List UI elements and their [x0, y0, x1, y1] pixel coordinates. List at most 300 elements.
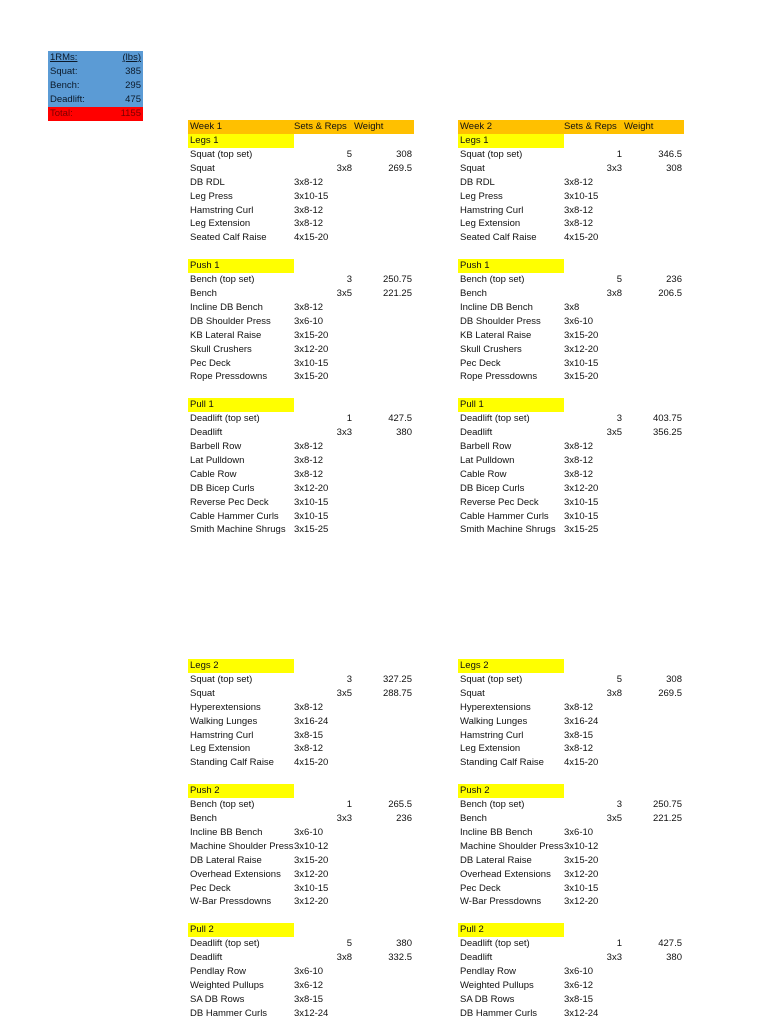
rm-value: 475: [125, 94, 141, 105]
section-title: Pull 2: [458, 923, 564, 937]
exercise-row: [188, 826, 414, 840]
exercise-row: [458, 287, 684, 301]
weight-cell: 236: [396, 813, 412, 825]
sets-reps-cell: 3: [616, 799, 622, 811]
week-1-day-2-block: [188, 659, 414, 1035]
exercise-row: [188, 523, 414, 537]
sets-reps-cell: 3x15-20: [564, 371, 599, 383]
weight-cell: [354, 523, 412, 537]
sets-reps-cell: 3x8-12: [294, 218, 324, 230]
sets-reps-cell: 3x8: [606, 687, 622, 699]
weight-cell: [354, 882, 412, 896]
exercise-row: [188, 729, 414, 743]
section-title: Push 2: [188, 784, 294, 798]
weight-cell: [354, 176, 412, 190]
sets-reps-cell: 3x3: [606, 952, 622, 964]
sets-reps-cell: 3x15-25: [294, 524, 329, 536]
exercise-row: [458, 826, 684, 840]
weight-cell: 380: [396, 427, 412, 439]
sets-reps-cell: 3x12-20: [294, 343, 329, 355]
weight-cell: [624, 315, 682, 329]
weight-cell: 221.25: [652, 813, 682, 825]
sets-reps-cell: 3x15-20: [294, 371, 329, 383]
weight-cell: [354, 329, 412, 343]
sets-reps-cell: 5: [616, 274, 622, 286]
sets-reps-cell: 3x8-12: [564, 441, 594, 453]
exercise-row: [188, 812, 414, 826]
exercise-row: [188, 482, 414, 496]
exercise-name: Squat (top set): [460, 149, 523, 160]
sets-reps-cell: 3x8-12: [564, 176, 594, 188]
exercise-row: [188, 951, 414, 965]
exercise-row: [188, 231, 414, 245]
sets-reps-cell: 3x16-24: [294, 715, 329, 727]
exercise-name: Hamstring Curl: [460, 729, 524, 741]
weight-cell: [624, 715, 682, 729]
weight-header: Weight: [624, 121, 654, 132]
exercise-row: [188, 426, 414, 440]
weight-cell: 269.5: [388, 162, 412, 174]
exercise-row: [188, 742, 414, 756]
sets-reps-cell: 3x10-12: [564, 840, 599, 852]
weight-cell: [354, 715, 412, 729]
sets-reps-cell: 3x6-10: [564, 827, 594, 839]
sets-reps-cell: 5: [346, 149, 352, 160]
weight-cell: [624, 301, 682, 315]
workout-section: [188, 659, 414, 770]
sets-reps-cell: 4x15-20: [294, 232, 329, 244]
sets-reps-cell: 3x12-20: [564, 868, 599, 880]
exercise-name: Seated Calf Raise: [190, 232, 267, 244]
exercise-name: Pendlay Row: [460, 966, 516, 978]
exercise-row: [458, 701, 684, 715]
exercise-row: [188, 204, 414, 218]
weight-cell: [354, 1007, 412, 1021]
exercise-name: Squat: [460, 162, 485, 174]
sets-reps-cell: 3x5: [336, 687, 352, 699]
weight-cell: 250.75: [652, 799, 682, 811]
weight-cell: [354, 868, 412, 882]
sets-reps-cell: 3x6-12: [564, 980, 594, 992]
exercise-name: Leg Extension: [190, 743, 251, 755]
exercise-name: Standing Calf Raise: [460, 757, 544, 769]
exercise-row: [188, 882, 414, 896]
exercise-row: [458, 231, 684, 245]
sets-reps-cell: 3x6-10: [294, 966, 324, 978]
section-title: Pull 1: [188, 398, 294, 412]
exercise-name: Smith Machine Shrugs: [460, 524, 556, 536]
exercise-row: [458, 412, 684, 426]
exercise-row: [458, 510, 684, 524]
exercise-name: Squat: [190, 162, 215, 174]
exercise-name: DB Shoulder Press: [460, 315, 541, 327]
exercise-row: [188, 273, 414, 287]
weight-cell: [624, 729, 682, 743]
exercise-name: Rope Pressdowns: [460, 371, 538, 383]
exercise-name: SA DB Rows: [190, 993, 245, 1005]
sets-reps-cell: 3x5: [336, 288, 352, 300]
workout-section: [458, 398, 684, 537]
week-label: Week 1: [190, 121, 223, 132]
exercise-name: DB Bicep Curls: [190, 482, 255, 494]
exercise-name: Machine Shoulder Press: [190, 840, 294, 852]
exercise-name: Pec Deck: [190, 357, 231, 369]
weight-cell: [624, 454, 682, 468]
weight-cell: [354, 301, 412, 315]
exercise-row: [458, 840, 684, 854]
sets-reps-cell: 3x10-15: [294, 357, 329, 369]
rm-value: 295: [125, 80, 141, 91]
sets-reps-cell: 3x10-15: [564, 882, 599, 894]
weight-cell: 346.5: [658, 149, 682, 160]
sets-reps-cell: 3x12-24: [564, 1007, 599, 1019]
workout-section: [188, 784, 414, 909]
sets-reps-cell: 4x15-20: [564, 757, 599, 769]
section-title: Legs 2: [188, 659, 294, 673]
week-header-row: [458, 120, 684, 134]
section-title: Push 1: [458, 259, 564, 273]
exercise-row: [458, 756, 684, 770]
sets-reps-cell: 3x8-12: [564, 701, 594, 713]
exercise-row: [458, 343, 684, 357]
exercise-row: [188, 176, 414, 190]
sets-reps-cell: 3x8-12: [294, 204, 324, 216]
sets-reps-cell: 3x12-20: [294, 482, 329, 494]
exercise-row: [188, 965, 414, 979]
weight-cell: 308: [396, 149, 412, 160]
exercise-row: [188, 937, 414, 951]
weight-cell: 308: [666, 162, 682, 174]
exercise-row: [458, 162, 684, 176]
sets-reps-cell: 3x10-15: [294, 510, 329, 522]
rm-row-squat: [48, 65, 143, 79]
exercise-name: Squat (top set): [460, 674, 523, 685]
exercise-name: DB Hammer Curls: [460, 1007, 538, 1019]
exercise-name: DB Bicep Curls: [460, 482, 525, 494]
weight-cell: [624, 993, 682, 1007]
weight-cell: [354, 510, 412, 524]
exercise-name: DB RDL: [460, 176, 495, 188]
exercise-name: Incline DB Bench: [190, 302, 263, 314]
exercise-row: [458, 496, 684, 510]
exercise-row: [188, 301, 414, 315]
exercise-row: [188, 840, 414, 854]
sets-reps-cell: 3x8-12: [294, 176, 324, 188]
weight-cell: [354, 965, 412, 979]
sets-reps-cell: 3: [346, 274, 352, 286]
exercise-name: Walking Lunges: [190, 715, 258, 727]
weight-cell: [354, 315, 412, 329]
exercise-row: [188, 993, 414, 1007]
weight-cell: [624, 868, 682, 882]
exercise-name: W-Bar Pressdowns: [460, 896, 542, 908]
exercise-name: Bench (top set): [190, 799, 255, 811]
weight-cell: [354, 468, 412, 482]
exercise-row: [188, 673, 414, 687]
sets-reps-cell: 3x8: [606, 288, 622, 300]
exercise-name: Barbell Row: [460, 441, 512, 453]
exercise-name: Leg Extension: [460, 743, 521, 755]
exercise-row: [458, 812, 684, 826]
exercise-row: [458, 454, 684, 468]
weight-cell: 308: [666, 674, 682, 685]
section-title: Push 1: [188, 259, 294, 273]
exercise-row: [188, 357, 414, 371]
sets-reps-cell: 3x8-12: [564, 743, 594, 755]
exercise-name: Bench: [460, 813, 487, 825]
sets-reps-cell: 3x12-20: [564, 482, 599, 494]
exercise-name: Deadlift: [460, 427, 493, 439]
exercise-name: Pec Deck: [190, 882, 231, 894]
weight-cell: 332.5: [388, 952, 412, 964]
sets-reps-cell: 3x15-20: [564, 854, 599, 866]
weight-cell: 269.5: [658, 687, 682, 699]
sets-reps-header: Sets & Reps: [564, 121, 617, 132]
exercise-row: [458, 176, 684, 190]
section-title: Legs 2: [458, 659, 564, 673]
sets-reps-cell: 3x5: [606, 813, 622, 825]
weight-cell: [624, 742, 682, 756]
sets-reps-cell: 3x10-15: [564, 496, 599, 508]
sets-reps-cell: 3x3: [606, 162, 622, 174]
weight-cell: [624, 523, 682, 537]
weight-cell: 427.5: [388, 413, 412, 425]
exercise-row: [188, 440, 414, 454]
exercise-row: [188, 162, 414, 176]
exercise-name: Hamstring Curl: [460, 204, 524, 216]
week-2-day-2-block: [458, 659, 684, 1035]
weight-cell: [354, 217, 412, 231]
section-title: Legs 1: [458, 134, 564, 148]
exercise-row: [458, 951, 684, 965]
weight-cell: [354, 840, 412, 854]
exercise-name: Hamstring Curl: [190, 729, 254, 741]
sets-reps-cell: 1: [346, 799, 352, 811]
exercise-name: Lat Pulldown: [460, 455, 515, 467]
weight-cell: [624, 496, 682, 510]
exercise-name: Bench (top set): [460, 274, 525, 286]
sets-reps-cell: 3: [346, 674, 352, 685]
exercise-row: [188, 701, 414, 715]
exercise-name: Deadlift (top set): [190, 938, 260, 950]
exercise-row: [458, 882, 684, 896]
weight-cell: [354, 190, 412, 204]
exercise-row: [458, 895, 684, 909]
exercise-row: [458, 190, 684, 204]
exercise-name: Lat Pulldown: [190, 455, 245, 467]
sets-reps-cell: 3x10-15: [294, 496, 329, 508]
one-rep-max-table: [48, 51, 143, 121]
rm-label: Squat:: [50, 66, 78, 77]
exercise-name: Deadlift (top set): [190, 413, 260, 425]
workout-section: [458, 923, 684, 1020]
exercise-name: Leg Extension: [190, 218, 251, 230]
rm-label: Bench:: [50, 80, 80, 91]
weight-cell: [624, 329, 682, 343]
sets-reps-cell: 3x8: [336, 162, 352, 174]
exercise-name: Deadlift: [460, 952, 493, 964]
section-title: Legs 1: [188, 134, 294, 148]
exercise-name: Leg Press: [460, 190, 503, 202]
sets-reps-cell: 5: [346, 938, 352, 950]
exercise-name: DB Lateral Raise: [190, 854, 262, 866]
sets-reps-cell: 4x15-20: [294, 757, 329, 769]
exercise-name: Weighted Pullups: [190, 980, 264, 992]
exercise-row: [458, 315, 684, 329]
sets-reps-cell: 3x6-12: [294, 980, 324, 992]
weight-cell: [624, 510, 682, 524]
weight-cell: [354, 454, 412, 468]
weight-cell: [624, 840, 682, 854]
exercise-row: [188, 315, 414, 329]
exercise-name: DB Shoulder Press: [190, 315, 271, 327]
weight-cell: [354, 701, 412, 715]
exercise-name: Bench (top set): [460, 799, 525, 811]
weight-cell: [624, 176, 682, 190]
weight-cell: [354, 742, 412, 756]
weight-cell: [354, 482, 412, 496]
weight-cell: [624, 979, 682, 993]
exercise-row: [188, 412, 414, 426]
exercise-name: Deadlift (top set): [460, 938, 530, 950]
exercise-name: Machine Shoulder Press: [460, 840, 564, 852]
exercise-name: Incline BB Bench: [460, 827, 533, 839]
weight-cell: [624, 965, 682, 979]
sets-reps-cell: 3x15-25: [564, 524, 599, 536]
exercise-row: [188, 687, 414, 701]
weight-cell: [624, 370, 682, 384]
exercise-row: [188, 979, 414, 993]
rm-row-deadlift: [48, 93, 143, 107]
exercise-name: Hyperextensions: [190, 701, 261, 713]
exercise-name: Barbell Row: [190, 441, 242, 453]
sets-reps-cell: 3x8-12: [564, 204, 594, 216]
exercise-row: [188, 190, 414, 204]
weight-cell: [624, 854, 682, 868]
sets-reps-cell: 3x6-10: [294, 827, 324, 839]
sets-reps-cell: 4x15-20: [564, 232, 599, 244]
exercise-name: Deadlift (top set): [460, 413, 530, 425]
weight-cell: [354, 854, 412, 868]
exercise-row: [458, 687, 684, 701]
sets-reps-cell: 3x10-15: [564, 190, 599, 202]
workout-section: [188, 923, 414, 1020]
sets-reps-cell: 3x12-20: [564, 343, 599, 355]
weight-cell: [354, 440, 412, 454]
sets-reps-cell: 3x8-12: [294, 701, 324, 713]
exercise-row: [458, 426, 684, 440]
exercise-name: Reverse Pec Deck: [190, 496, 269, 508]
exercise-row: [188, 217, 414, 231]
section-title: Pull 1: [458, 398, 564, 412]
rm-value: 385: [125, 66, 141, 77]
workout-section: [188, 259, 414, 384]
exercise-row: [458, 370, 684, 384]
sets-reps-cell: 3x16-24: [564, 715, 599, 727]
exercise-row: [188, 343, 414, 357]
exercise-name: Cable Hammer Curls: [460, 510, 549, 522]
weight-cell: 265.5: [388, 799, 412, 811]
sets-reps-cell: 3x8-12: [294, 468, 324, 480]
exercise-name: Bench: [190, 288, 217, 300]
weight-cell: [624, 440, 682, 454]
weight-cell: [624, 482, 682, 496]
sets-reps-cell: 3x8-12: [294, 441, 324, 453]
exercise-name: DB Lateral Raise: [460, 854, 532, 866]
exercise-row: [188, 287, 414, 301]
sets-reps-cell: 3x15-20: [294, 329, 329, 341]
weight-cell: [354, 826, 412, 840]
weight-cell: [354, 343, 412, 357]
exercise-row: [188, 148, 414, 162]
exercise-name: Squat (top set): [190, 674, 253, 685]
exercise-row: [188, 510, 414, 524]
week-2-block: [458, 120, 684, 551]
sets-reps-cell: 1: [616, 938, 622, 950]
exercise-row: [458, 329, 684, 343]
weight-cell: 356.25: [652, 427, 682, 439]
exercise-name: Pendlay Row: [190, 966, 246, 978]
sets-reps-cell: 3x8-12: [564, 455, 594, 467]
workout-section: [188, 398, 414, 537]
exercise-row: [458, 729, 684, 743]
rm-row-bench: [48, 79, 143, 93]
exercise-row: [458, 273, 684, 287]
workout-section: [458, 784, 684, 909]
weight-cell: [624, 756, 682, 770]
sets-reps-cell: 3: [616, 413, 622, 425]
sets-reps-cell: 3x8-15: [564, 729, 594, 741]
exercise-row: [458, 1007, 684, 1021]
exercise-row: [458, 440, 684, 454]
exercise-row: [458, 673, 684, 687]
weight-cell: [624, 882, 682, 896]
weight-cell: [354, 370, 412, 384]
sets-reps-cell: 3x6-10: [564, 966, 594, 978]
sets-reps-cell: 1: [346, 413, 352, 425]
exercise-row: [188, 756, 414, 770]
workout-section: [188, 134, 414, 245]
exercise-name: Bench: [460, 288, 487, 300]
exercise-name: Overhead Extensions: [190, 868, 281, 880]
weight-cell: [624, 204, 682, 218]
rm-total-value: 1155: [120, 108, 141, 119]
sets-reps-cell: 3x8-12: [294, 302, 324, 314]
exercise-row: [458, 854, 684, 868]
weight-cell: [624, 826, 682, 840]
exercise-name: Incline BB Bench: [190, 827, 263, 839]
exercise-row: [458, 217, 684, 231]
exercise-name: Overhead Extensions: [460, 868, 551, 880]
week-1-block: [188, 120, 414, 551]
sets-reps-cell: 3x8-12: [564, 468, 594, 480]
weight-header: Weight: [354, 121, 384, 132]
weight-cell: 327.25: [382, 674, 412, 685]
exercise-name: Cable Hammer Curls: [190, 510, 279, 522]
sets-reps-cell: 3x8: [336, 952, 352, 964]
rm-header-unit: (lbs): [122, 52, 141, 63]
exercise-row: [458, 715, 684, 729]
exercise-name: Squat: [460, 687, 485, 699]
weight-cell: [624, 468, 682, 482]
exercise-name: Pec Deck: [460, 882, 501, 894]
weight-cell: 380: [396, 938, 412, 950]
rm-header-label: 1RMs:: [50, 52, 78, 63]
sets-reps-cell: 3x3: [336, 813, 352, 825]
sets-reps-cell: 3x3: [336, 427, 352, 439]
week-header-row: [188, 120, 414, 134]
sets-reps-header: Sets & Reps: [294, 121, 347, 132]
